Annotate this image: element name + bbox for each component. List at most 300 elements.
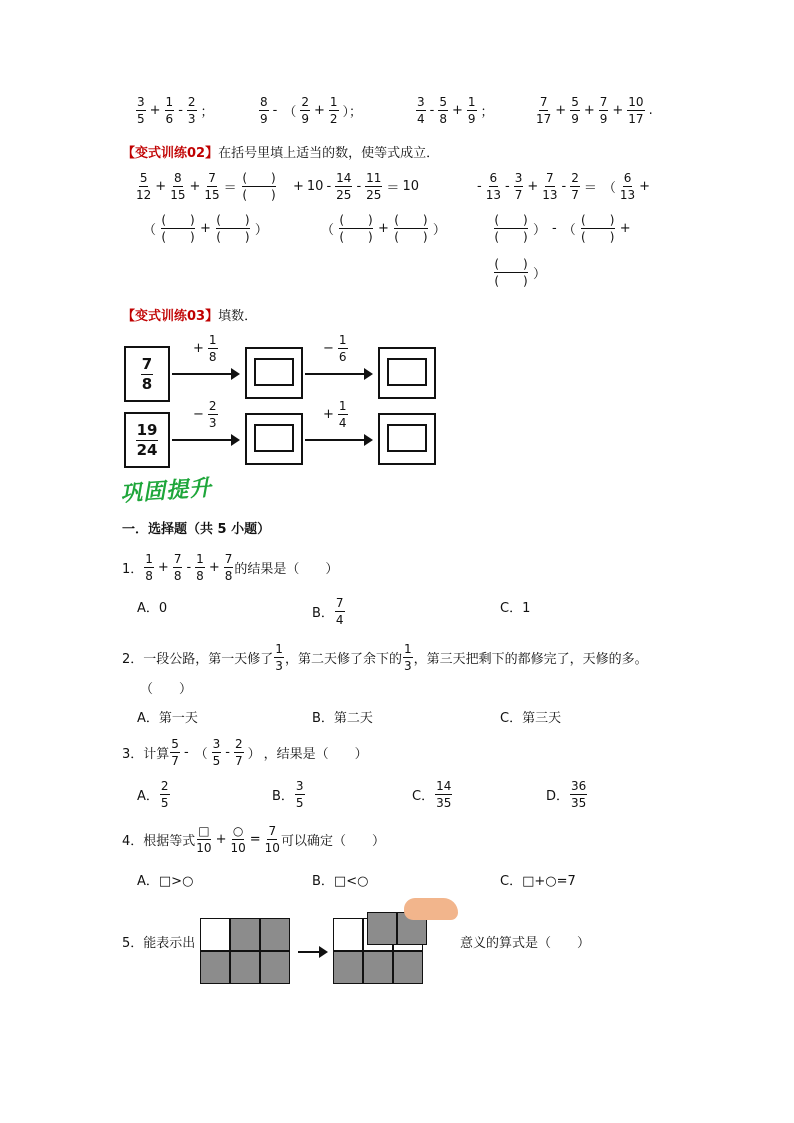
numerator: 8 <box>260 95 268 109</box>
operator: - <box>504 179 510 194</box>
numerator: 1 <box>196 552 204 566</box>
expression-operator: （ <box>283 105 297 120</box>
blank-denominator: ( ) <box>242 188 276 202</box>
answer-input[interactable] <box>254 358 294 386</box>
option-label: A．□>○ <box>137 874 194 889</box>
exercise-03-text: 填数． <box>218 309 258 324</box>
numerator: 6 <box>623 171 632 185</box>
operator: + <box>619 221 631 236</box>
expression-operator: + <box>612 103 624 118</box>
answer-blank[interactable] <box>494 258 528 287</box>
fraction <box>335 597 345 626</box>
denominator: 5 <box>212 754 221 768</box>
question-1 <box>122 553 338 582</box>
operator: - <box>356 179 362 194</box>
blank-denominator: ( ) <box>494 230 528 244</box>
text: 10 <box>402 179 419 194</box>
equation-b-line-1 <box>290 172 419 201</box>
denominator: 12 <box>136 188 152 202</box>
numerator: 5 <box>571 95 579 109</box>
operator: - <box>477 179 482 194</box>
text: 10 <box>306 179 324 194</box>
q2-option[interactable] <box>500 707 561 726</box>
expression-operator: + <box>583 103 595 118</box>
q4-option[interactable] <box>500 870 576 889</box>
option-label: D． <box>546 789 570 804</box>
top-expression <box>258 96 365 125</box>
denominator: 3 <box>275 659 283 673</box>
expression-operator: . <box>648 103 653 118</box>
fraction <box>295 780 305 809</box>
blank-denominator: ( ) <box>161 230 195 244</box>
answer-input[interactable] <box>387 424 427 452</box>
question-number: 3． <box>122 747 144 762</box>
answer-blank[interactable] <box>242 172 276 201</box>
denominator: 25 <box>366 188 382 202</box>
fraction <box>274 643 284 672</box>
denominator: 35 <box>436 796 452 810</box>
operator: ＝ <box>583 181 597 196</box>
exercise-03-heading <box>122 305 257 324</box>
denominator: 8 <box>224 569 233 583</box>
operator: + <box>639 179 651 194</box>
numerator: 1 <box>403 642 412 656</box>
numerator: 5 <box>139 171 148 185</box>
q3-option[interactable] <box>137 780 171 809</box>
numerator: 1 <box>275 642 283 656</box>
fraction <box>570 172 580 201</box>
denominator: 17 <box>628 112 644 126</box>
exercise-02-heading <box>122 142 439 161</box>
numerator: 8 <box>174 171 182 185</box>
equation-c-line-1 <box>474 172 653 201</box>
left-grid-cell <box>200 951 230 984</box>
numerator: 7 <box>539 95 548 109</box>
expression-operator: ； <box>200 105 214 120</box>
blank-denominator: ( ) <box>339 230 373 244</box>
numerator: 7 <box>224 552 233 566</box>
numerator: 2 <box>235 737 243 751</box>
denominator: 7 <box>571 188 579 202</box>
denominator: 8 <box>196 569 204 583</box>
expression-fraction <box>136 96 146 125</box>
denominator: 7 <box>171 754 179 768</box>
denominator: 15 <box>204 188 220 202</box>
expression-fraction <box>416 96 426 125</box>
equation-a-blank-1 <box>240 172 278 201</box>
text: ，结果是（ ） <box>263 747 368 762</box>
operator: + <box>193 341 204 356</box>
expression-operator: - <box>178 103 183 118</box>
numerator: 14 <box>336 171 352 185</box>
equation-a-line-1 <box>135 172 240 201</box>
answer-blank[interactable] <box>394 214 428 243</box>
numerator: 3 <box>417 95 425 109</box>
fraction <box>620 172 635 201</box>
operator: ＝ <box>386 181 400 196</box>
denominator: 13 <box>619 188 636 202</box>
numerator: 7 <box>599 95 608 109</box>
numerator: ○ <box>232 824 244 838</box>
numerator: 36 <box>571 779 587 793</box>
option-label: B． <box>312 606 334 621</box>
q5-text-2: 意义的算式是（ ） <box>460 936 591 951</box>
blank-denominator: ( ) <box>216 230 250 244</box>
operator: - <box>183 745 189 760</box>
section-logo: 巩固提升 <box>119 474 213 508</box>
question-3 <box>122 738 368 767</box>
denominator: 7 <box>514 188 523 202</box>
numerator: 2 <box>160 779 169 793</box>
numerator: 7 <box>141 354 153 373</box>
start-number-box <box>124 412 170 468</box>
moving-piece <box>367 912 397 945</box>
q2-option[interactable] <box>312 707 373 726</box>
equation-b-line-2 <box>318 214 449 243</box>
operator: （ <box>602 181 616 196</box>
expression-operator: + <box>314 103 325 118</box>
blank-numerator: ( ) <box>394 213 428 227</box>
option-label: A．第一天 <box>137 711 198 726</box>
denominator: 2 <box>329 112 338 126</box>
operation-label <box>320 400 349 429</box>
numerator: 5 <box>439 95 447 109</box>
fraction <box>212 738 222 767</box>
left-grid-cell <box>260 951 290 984</box>
text: 可以确定（ ） <box>280 834 385 849</box>
blank-numerator: ( ) <box>339 213 373 227</box>
arrow <box>172 439 238 441</box>
text: ，第三天把剩下的都修完了，天修的多。 <box>413 652 648 667</box>
operator: + <box>527 179 539 194</box>
section-title: 一．选择题（共 5 小题） <box>122 522 271 537</box>
option-label: C．□+○=7 <box>500 874 576 889</box>
denominator: 17 <box>536 112 552 126</box>
denominator: 9 <box>571 112 579 126</box>
denominator: 4 <box>338 416 347 430</box>
expression-fraction <box>627 96 644 125</box>
expression-fraction <box>187 96 197 125</box>
numerator: 1 <box>338 333 347 347</box>
operator: + <box>157 560 169 575</box>
numerator: 1 <box>145 552 153 566</box>
fraction <box>208 400 218 429</box>
denominator: 35 <box>571 796 587 810</box>
expression-fraction <box>300 96 310 125</box>
q5-number-row <box>122 932 195 951</box>
fraction <box>335 172 352 201</box>
blank-denominator: ( ) <box>494 274 528 288</box>
left-grid-cell <box>260 918 290 951</box>
denominator: 7 <box>235 754 243 768</box>
denominator: 13 <box>542 188 558 202</box>
numerator: 1 <box>467 95 476 109</box>
q3-option[interactable] <box>546 780 588 809</box>
answer-blank[interactable] <box>161 214 195 243</box>
operator: − <box>323 341 334 356</box>
option-label: C． <box>412 789 435 804</box>
operator: - <box>561 179 567 194</box>
operator: + <box>215 832 227 847</box>
operator: ） <box>254 223 268 238</box>
denominator: 6 <box>338 350 347 364</box>
expression-operator: - <box>429 103 435 118</box>
figure-arrow <box>298 951 326 953</box>
operator: （ <box>321 223 335 238</box>
fraction <box>234 738 244 767</box>
q3-option[interactable] <box>412 780 453 809</box>
question-4 <box>122 825 385 854</box>
option-label: B．第二天 <box>312 711 373 726</box>
numerator: 1 <box>165 95 174 109</box>
numerator: 5 <box>171 737 179 751</box>
q1-option[interactable] <box>500 597 530 616</box>
numerator: 1 <box>338 399 347 413</box>
denominator: 10 <box>196 841 212 855</box>
q4-option[interactable] <box>312 870 368 889</box>
start-fraction <box>141 354 153 393</box>
fraction <box>435 780 452 809</box>
operator: （ <box>562 223 576 238</box>
operator: + <box>378 221 389 236</box>
top-expression <box>415 96 497 125</box>
blank-numerator: ( ) <box>216 213 250 227</box>
fraction <box>265 825 280 854</box>
denominator: 13 <box>485 188 501 202</box>
operation-label <box>320 334 349 363</box>
operator: ＝ <box>223 181 237 196</box>
operator: ） <box>432 223 446 238</box>
denominator: 3 <box>403 659 412 673</box>
answer-input[interactable] <box>387 358 427 386</box>
fraction <box>230 825 245 854</box>
numerator: 7 <box>268 824 277 838</box>
numerator: 10 <box>628 95 644 109</box>
numerator: 7 <box>546 171 554 185</box>
numerator: 2 <box>571 171 579 185</box>
equation-a-line-2 <box>140 214 271 243</box>
expression-operator: + <box>149 103 161 118</box>
left-grid-cell <box>200 918 230 951</box>
equation-c-line-2 <box>492 214 634 243</box>
expression-operator: ）； <box>342 105 363 120</box>
start-fraction <box>136 420 159 459</box>
denominator: 24 <box>136 440 158 459</box>
expression-fraction <box>438 96 448 125</box>
operation-label <box>190 400 219 429</box>
fraction <box>514 172 524 201</box>
text: 根据等式 <box>143 834 196 849</box>
numerator: 3 <box>295 779 304 793</box>
expression-fraction <box>259 96 269 125</box>
operation-label <box>190 334 219 363</box>
numerator: 2 <box>187 95 196 109</box>
numerator: 3 <box>212 737 221 751</box>
operator: - <box>326 179 332 194</box>
answer-blank[interactable] <box>339 214 373 243</box>
question-number: 2． <box>122 652 144 667</box>
operator: + <box>208 560 220 575</box>
denominator: 9 <box>260 112 268 126</box>
arrow <box>305 439 371 441</box>
numerator: 1 <box>329 95 338 109</box>
numerator: 6 <box>489 171 498 185</box>
numerator: 2 <box>208 399 217 413</box>
operator: + <box>200 221 211 236</box>
option-label: B．□<○ <box>312 874 369 889</box>
fraction <box>208 334 218 363</box>
fraction <box>338 334 348 363</box>
q2-blank <box>140 678 192 697</box>
answer-input[interactable] <box>254 424 294 452</box>
fraction <box>160 780 170 809</box>
expression-operator: - <box>272 103 278 118</box>
expression-fraction <box>599 96 609 125</box>
blank-numerator: ( ) <box>494 213 528 227</box>
expression-operator: + <box>555 103 567 118</box>
fraction <box>542 172 557 201</box>
option-label: A．0 <box>137 601 168 616</box>
denominator: 5 <box>137 112 145 126</box>
fraction <box>224 553 234 582</box>
operator: = <box>249 832 261 847</box>
fraction <box>173 553 183 582</box>
exercise-03-tag: 【变式训练03】 <box>122 309 219 324</box>
exercise-02-text: 在括号里填上适当的数，使等式成立． <box>218 146 440 161</box>
numerator: 3 <box>137 95 145 109</box>
operator: - <box>186 560 192 575</box>
q1-option[interactable] <box>137 597 167 616</box>
question-2 <box>122 643 648 672</box>
blank-numerator: ( ) <box>581 213 615 227</box>
denominator: 15 <box>170 188 186 202</box>
operator: ） <box>247 747 261 762</box>
fraction <box>570 780 587 809</box>
left-grid-cell <box>230 951 260 984</box>
numerator: 19 <box>136 420 158 439</box>
expression-fraction <box>165 96 175 125</box>
operator: + <box>293 179 304 194</box>
denominator: 8 <box>173 569 182 583</box>
operator: （ <box>143 223 157 238</box>
operator: - <box>552 221 557 236</box>
numerator: 14 <box>436 779 452 793</box>
right-grid-cell <box>363 951 393 984</box>
blank-numerator: ( ) <box>494 257 528 271</box>
numerator: 1 <box>208 333 217 347</box>
expression-fraction <box>536 96 551 125</box>
answer-blank[interactable] <box>216 214 250 243</box>
denominator: 6 <box>165 112 174 126</box>
denominator: 9 <box>301 112 309 126</box>
blank-numerator: ( ) <box>161 213 195 227</box>
operator: （ <box>194 747 208 762</box>
numerator: 7 <box>173 552 182 566</box>
exercise-02-tag: 【变式训练02】 <box>122 146 219 161</box>
text: 计算 <box>143 747 170 762</box>
top-expression <box>135 96 217 125</box>
expression-fraction <box>467 96 477 125</box>
right-grid-cell <box>333 951 363 984</box>
denominator: 9 <box>599 112 608 126</box>
fraction <box>196 825 211 854</box>
operator: - <box>225 745 230 760</box>
numerator: 7 <box>335 596 344 610</box>
denominator: 3 <box>187 112 196 126</box>
expression-operator: ； <box>480 105 494 120</box>
denominator: 8 <box>145 569 153 583</box>
blank-numerator: ( ) <box>242 171 276 185</box>
option-label: B． <box>272 789 294 804</box>
expression-fraction <box>329 96 339 125</box>
q4-option[interactable] <box>137 870 193 889</box>
equation-c-line-3 <box>492 258 549 287</box>
denominator: 4 <box>417 112 425 126</box>
operator: + <box>323 407 334 422</box>
blank-denominator: ( ) <box>581 230 615 244</box>
operator: ） <box>533 223 547 238</box>
fraction <box>338 400 348 429</box>
start-number-box <box>124 346 170 402</box>
hand-icon <box>404 898 458 920</box>
fraction <box>170 172 185 201</box>
option-label: C．第三天 <box>500 711 562 726</box>
blank-denominator: ( ) <box>394 230 428 244</box>
text: 一段公路，第一天修了 <box>143 652 274 667</box>
fraction <box>204 172 219 201</box>
right-grid-cell <box>333 918 363 951</box>
denominator: 25 <box>336 188 352 202</box>
denominator: 4 <box>335 613 344 627</box>
operator: + <box>155 179 167 194</box>
question-number: 1． <box>122 562 144 577</box>
q2-option[interactable] <box>137 707 198 726</box>
q1-option[interactable] <box>312 597 346 626</box>
denominator: 9 <box>467 112 476 126</box>
fraction <box>403 643 413 672</box>
q5-text-1: 能表示出 <box>143 936 196 951</box>
denominator: 5 <box>160 796 169 810</box>
denominator: 10 <box>264 841 280 855</box>
answer-blank[interactable] <box>494 214 528 243</box>
fraction <box>144 553 154 582</box>
denominator: 10 <box>230 841 246 855</box>
top-expression <box>535 96 656 125</box>
fraction <box>486 172 501 201</box>
question-number: 4． <box>122 834 144 849</box>
option-label: A． <box>137 789 159 804</box>
numerator: 2 <box>301 95 309 109</box>
expression-fraction <box>570 96 580 125</box>
q5-number: 5． <box>122 936 144 951</box>
arrow <box>172 373 238 375</box>
denominator: 8 <box>439 112 447 126</box>
fraction <box>170 738 180 767</box>
denominator: 3 <box>208 416 217 430</box>
numerator: 7 <box>208 171 216 185</box>
fraction <box>365 172 382 201</box>
numerator: 11 <box>366 171 382 185</box>
text: （ ） <box>140 682 193 697</box>
operator: − <box>193 407 204 422</box>
answer-blank[interactable] <box>581 214 615 243</box>
q3-option[interactable] <box>272 780 306 809</box>
denominator: 8 <box>208 350 217 364</box>
numerator: 3 <box>514 171 523 185</box>
fraction <box>136 172 151 201</box>
operator: + <box>189 179 201 194</box>
right-grid-cell <box>393 951 423 984</box>
